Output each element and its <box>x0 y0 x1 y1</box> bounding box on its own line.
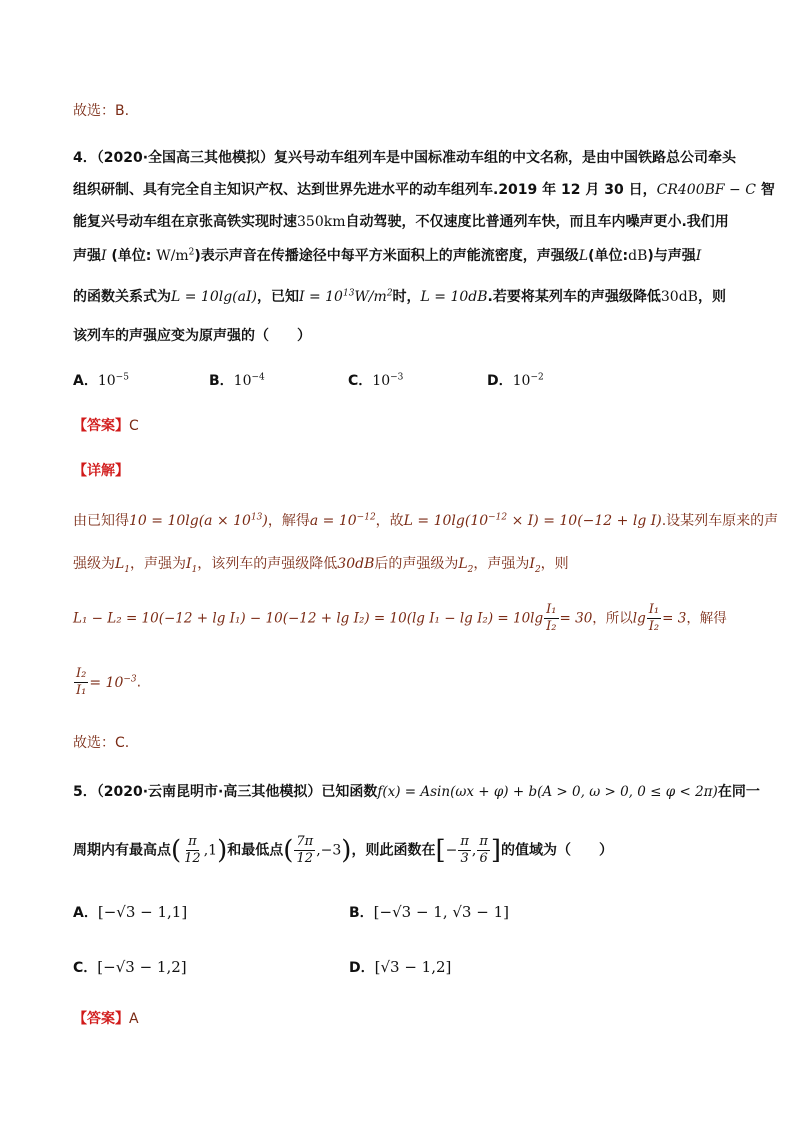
q4-option-a-base: 10 <box>97 373 116 389</box>
q5-option-c-value: [−√3 − 1,2] <box>97 958 187 976</box>
prev-conclusion: 故选：B. <box>73 103 130 119</box>
q4-s3-eq2: = 3 <box>662 610 687 627</box>
q4-s2-L2: $L_2$ <box>458 556 474 575</box>
q4-s2-a: 强级为 <box>73 556 115 572</box>
q5-line2-a: 周期内有最高点 <box>73 842 171 859</box>
q4-option-b-exp: −4 <box>251 372 265 383</box>
q4-option-d-label: D． <box>487 373 513 389</box>
q4-option-b <box>209 371 265 391</box>
q4-line4-d: (单位: <box>588 248 629 264</box>
q4-s1-L <box>404 513 662 529</box>
q5-lp-fraction <box>294 834 315 867</box>
q4-line3 <box>73 212 729 232</box>
q5-iv-b-fraction <box>477 834 490 867</box>
q4-model: CR400BF − C <box>656 182 756 198</box>
q4-drop: 30dB <box>660 289 698 305</box>
q4-speed: 350km <box>297 214 346 230</box>
q4-header: 4．（2020·全国高三其他模拟）复兴号动车组列车是中国标准动车组的中文名称，是由中国铁路总公司牵头 <box>73 150 737 166</box>
q5-line2-c: ，则此函数在 <box>351 842 436 859</box>
q4-line2-tail: 智 <box>760 182 775 198</box>
q5-iv-a-fraction <box>458 834 471 867</box>
q4-s1-b: ，解得 <box>267 513 310 529</box>
q4-s4-fraction <box>74 666 88 699</box>
q4-var-I-2: I <box>695 248 702 264</box>
q4-s4-end: . <box>136 674 142 691</box>
q4-option-d-base: 10 <box>512 373 531 389</box>
q4-given-exp: 13 <box>342 288 355 299</box>
q4-option-b-base: 10 <box>233 373 252 389</box>
q5-hp-den: 12 <box>184 851 201 866</box>
q5-option-a-value: [−√3 − 1,1] <box>97 903 188 921</box>
q4-solution-line1 <box>73 511 778 531</box>
q4-s1-L-exp: −12 <box>488 512 508 523</box>
q4-var-I: I <box>101 248 107 264</box>
q4-s1-eq-end: ) <box>262 513 268 529</box>
q4-unit-db: dB <box>628 248 648 264</box>
q4-line5-c: 时， <box>392 289 421 305</box>
q5-iv-minus: − <box>445 842 458 859</box>
q4-solution-line4 <box>73 666 141 699</box>
q5-line2-d: 的值域为（ ） <box>501 842 614 859</box>
q5-option-d-value: [√3 − 1,2] <box>374 958 452 976</box>
q4-line4-e: )与声强 <box>647 248 696 264</box>
q4-s2-f: ，则 <box>540 556 569 572</box>
q4-s4-eq-text: = 10 <box>89 674 124 691</box>
q4-conclusion: 故选：C. <box>73 735 130 751</box>
q5-iv-open: [ <box>435 835 446 866</box>
q4-line4-c: )表示声音在传播途径中每平方米面积上的声能流密度，声强级 <box>194 248 579 264</box>
q4-s2-I2: $I_2$ <box>529 556 541 575</box>
q5-lp-open: ( <box>283 835 294 866</box>
q4-formula: L = 10lg(aI) <box>171 289 257 305</box>
q4-s2-L2-text: L <box>458 556 468 572</box>
q4-answer <box>73 416 139 436</box>
q4-line5 <box>73 287 726 307</box>
q4-s1-a-exp: −12 <box>356 512 376 523</box>
q5-option-b <box>349 902 509 923</box>
q5-header <box>73 782 760 802</box>
q4-var-L: L <box>578 248 589 264</box>
q4-option-c-base: 10 <box>372 373 391 389</box>
q5-hp-close: ) <box>217 835 228 866</box>
q4-option-c-exp: −3 <box>390 372 404 383</box>
q5-answer-value: A <box>129 1011 139 1027</box>
q4-s2-c: ，该列车的声强级降低 <box>197 556 338 572</box>
q5-func: f(x) = Asin(ωx + φ) + b(A > 0, ω > 0, 0 ≤ φ < 2π) <box>377 784 718 800</box>
q4-s2-d: 后的声强级为 <box>374 556 459 572</box>
q5-option-d <box>349 957 451 978</box>
q5-head-b: 在同一 <box>717 784 760 800</box>
q4-option-d-exp: −2 <box>530 372 544 383</box>
q5-hp-num: π <box>188 834 197 849</box>
q4-s1-L-mid: × I) = 10(−12 + lg I) <box>507 513 662 529</box>
q4-answer-value: C <box>129 418 139 434</box>
q4-s3-fraction-2 <box>647 602 661 635</box>
q5-iv-comma: , <box>471 842 477 859</box>
q4-s1-L-text: L = 10lg(10 <box>403 513 489 529</box>
q5-option-c <box>73 957 187 978</box>
q4-s3-eq-end: = 30 <box>559 610 593 627</box>
q4-s1-a-val <box>310 513 376 529</box>
q5-hp-fraction <box>182 834 203 867</box>
q5-option-a <box>73 902 187 923</box>
q5-option-b-label: B． <box>349 905 374 921</box>
q4-line5-a: 的函数关系式为 <box>73 289 171 305</box>
q4-given-unit: W/m <box>354 289 387 305</box>
q4-s3-fraction <box>544 602 558 635</box>
q5-line2-b: 和最低点 <box>227 842 284 859</box>
q4-unit-wm2-text: W/m <box>156 248 189 264</box>
q4-option-d <box>487 371 544 391</box>
q4-s2-I1-text: I <box>186 556 192 572</box>
q4-s1-eq <box>129 513 268 529</box>
q5-lp-num: 7π <box>296 834 314 849</box>
q4-line4-a: 声强 <box>73 248 101 264</box>
q4-detail-tag: 【详解】 <box>73 463 129 479</box>
q4-s3-frac-den: I₂ <box>546 619 557 634</box>
q4-given-base: I = 10 <box>298 289 343 305</box>
q4-line6: 该列车的声强应变为原声强的（ ） <box>73 328 311 344</box>
q4-option-c <box>348 371 403 391</box>
q4-s2-I2-text: I <box>529 556 535 572</box>
q4-given: $I = 10^{13}W/m^2$ <box>298 288 393 305</box>
q4-s4-exp: −3 <box>123 673 137 684</box>
q5-answer-tag: 【答案】 <box>73 1011 129 1027</box>
q4-line5-d: .若要将某列车的声强级降低 <box>487 289 661 305</box>
q4-s4-eq <box>89 675 136 691</box>
q4-s2-I1: $I_1$ <box>186 556 198 575</box>
q4-answer-tag: 【答案】 <box>73 418 129 434</box>
q5-iv-b-num: π <box>479 834 488 849</box>
q4-line5-b: ，已知 <box>256 289 299 305</box>
q5-lp-y: ,−3 <box>316 842 342 859</box>
q4-option-a-label: A． <box>73 373 98 389</box>
q4-option-c-label: C． <box>348 373 373 389</box>
q4-solution-line2 <box>73 554 569 574</box>
q5-option-a-label: A． <box>73 905 98 921</box>
q5-head-a: 5．（2020·云南昆明市·高三其他模拟）已知函数 <box>73 784 378 800</box>
q4-unit-wm2: $W/m^2$ <box>156 247 195 264</box>
q4-s2-L1-text: L <box>115 556 125 572</box>
q4-line2-text: 组织研制、具有完全自主知识产权、达到世界先进水平的动车组列车.2019 年 12 月 30 日， <box>73 182 657 198</box>
q5-hp-open: ( <box>171 835 182 866</box>
q4-line3-tail: 自动驾驶，不仅速度比普通列车快，而且车内噪声更小.我们用 <box>345 214 729 230</box>
q4-given2: L = 10dB <box>420 289 488 305</box>
q5-option-c-label: C． <box>73 960 98 976</box>
q4-s3-lg: lg <box>632 610 646 627</box>
q5-lp-den: 12 <box>296 851 314 866</box>
q4-option-a-exp: −5 <box>115 372 129 383</box>
q4-s4-num: I₂ <box>76 666 87 681</box>
q4-s2-drop: 30dB <box>337 556 375 572</box>
q4-s3-frac2-den: I₂ <box>648 619 660 634</box>
q4-s1-eq-exp: 13 <box>250 512 263 523</box>
q4-s2-e: ，声强为 <box>473 556 530 572</box>
q4-s1-eq-text: 10 = 10lg(a × 10 <box>129 513 251 529</box>
q4-s1-a: 由已知得 <box>73 513 129 529</box>
q5-iv-a-num: π <box>460 834 469 849</box>
q4-solution-line3 <box>73 602 727 635</box>
q5-iv-b-den: 6 <box>479 851 488 866</box>
q4-s3-frac2-num: I₁ <box>648 602 660 617</box>
q4-s4-den: I₁ <box>76 683 87 698</box>
q4-s3-c: ，解得 <box>686 610 727 627</box>
q5-option-b-value: [−√3 − 1, √3 − 1] <box>373 903 509 921</box>
q4-s3-b: ，所以 <box>592 610 633 627</box>
q4-option-a <box>73 371 129 391</box>
q4-option-b-label: B． <box>209 373 234 389</box>
q5-iv-a-den: 3 <box>460 851 469 866</box>
q4-s2-L1: $L_1$ <box>115 556 131 575</box>
q5-option-d-label: D． <box>349 960 375 976</box>
q4-line5-e: ，则 <box>697 289 726 305</box>
q4-s1-a-val-text: a = 10 <box>309 513 357 529</box>
q5-answer <box>73 1009 139 1029</box>
q5-hp-y: ,1 <box>203 842 218 859</box>
q5-line2 <box>73 834 613 867</box>
q4-s1-d: .设某列车原来的声 <box>661 513 779 529</box>
q4-s3-frac-num: I₁ <box>546 602 557 617</box>
q4-line3-text: 能复兴号动车组在京张高铁实现时速 <box>73 214 297 230</box>
q5-lp-close: ) <box>341 835 352 866</box>
q4-line4-b: (单位: <box>111 248 152 264</box>
q5-iv-close: ] <box>490 835 502 866</box>
q4-s1-c: ，故 <box>375 513 404 529</box>
q4-s2-b: ，声强为 <box>130 556 187 572</box>
q4-line2 <box>73 180 775 200</box>
q4-line4 <box>73 246 701 266</box>
q4-s3-eq: L₁ − L₂ = 10(−12 + lg I₁) − 10(−12 + lg I₂) = 10(lg I₁ − lg I₂) = 10lg <box>73 610 544 627</box>
